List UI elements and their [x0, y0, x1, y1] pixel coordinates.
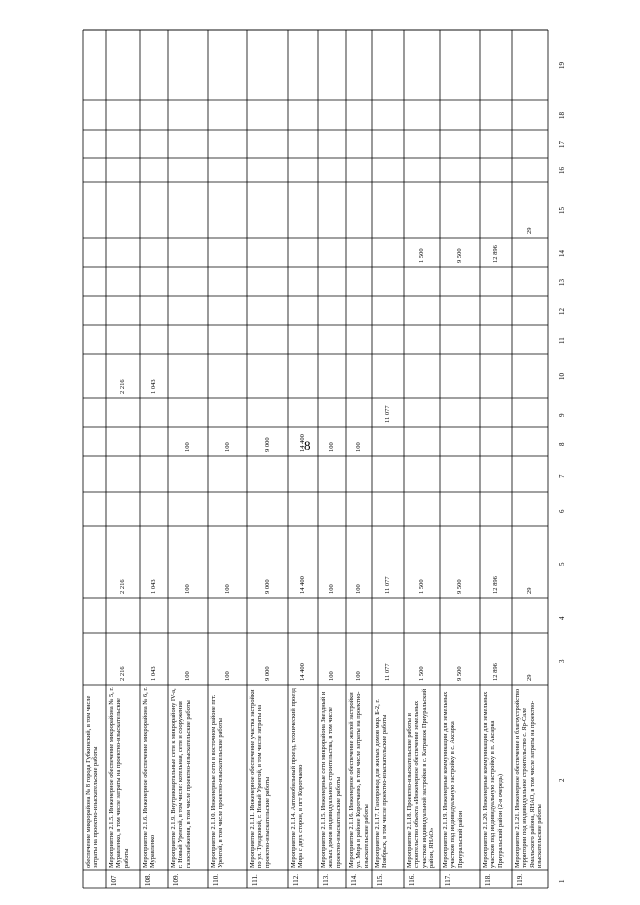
row-description: Мероприятие 2.1.21. Инженерное обеспечение и благоустройство территории под индивидуальное строительство с. Яр-Сале Ямальского района, ЯНАО, в том числе затраты на проектно-изыскательские работы	[514, 688, 544, 868]
column-header-6: 6	[558, 509, 566, 513]
cell-value: 2 216	[119, 666, 126, 681]
cell-value: 11 077	[384, 405, 391, 423]
cell-value: 14 400	[299, 434, 306, 452]
row-description: Мероприятие 2.1.15. Инженерные сети микрорайона Звездный и жилых домов индивидуального строительства, в том числе проектно-изыскательские работы	[320, 691, 342, 868]
cell-value: 100	[328, 584, 335, 594]
row-number: 108.	[144, 873, 152, 886]
cell-value: 100	[223, 584, 231, 594]
cell-value: 29	[526, 587, 533, 594]
page-number: 8	[304, 438, 311, 453]
column-header-2: 2	[558, 778, 566, 782]
column-header-17: 17	[558, 141, 566, 148]
row-number: 109.	[172, 873, 180, 886]
column-header-3: 3	[558, 659, 566, 663]
cell-value: 1 043	[150, 666, 157, 681]
column-header-7: 7	[558, 474, 566, 478]
cell-value: 100	[223, 442, 231, 452]
cell-value: 100	[328, 671, 335, 681]
column-header-1: 1	[558, 879, 566, 883]
cell-value: 1 500	[418, 579, 425, 594]
cell-value: 100	[223, 671, 231, 681]
row-number: 118.	[484, 874, 492, 886]
cell-value: 29	[526, 227, 533, 234]
row-description: Мероприятие 2.1.6. Инженерное обеспечение микрорайона № 6, г. Муравленко	[142, 687, 157, 868]
cell-value: 100	[355, 584, 362, 594]
cell-value: 9 500	[456, 579, 463, 594]
row-number: 113.	[322, 874, 330, 886]
cell-value: 1 043	[150, 579, 157, 594]
row-number: 115.	[376, 874, 384, 886]
cell-value: 14 400	[299, 663, 306, 681]
column-header-5: 5	[558, 562, 566, 566]
row-number: 117.	[444, 874, 452, 886]
column-header-15: 15	[558, 207, 566, 214]
row-number: 107	[110, 875, 118, 886]
column-header-12: 12	[558, 307, 566, 315]
cell-value: 14 400	[299, 576, 306, 594]
column-header-8: 8	[558, 442, 566, 446]
cell-value: 100	[328, 442, 335, 452]
cell-value: 100	[184, 584, 191, 594]
row-number: 111.	[251, 874, 259, 886]
row-number: 110.	[212, 874, 220, 886]
column-header-16: 16	[558, 167, 566, 174]
row-description: Мероприятие 2.1.10. Инженерные сети в восточном районе пгт. Уренгой, в том числе проектно-изыскательские работы	[210, 694, 225, 868]
cell-value: 12 896	[492, 576, 499, 594]
cell-value: 12 896	[492, 245, 499, 263]
cell-value: 1 043	[150, 379, 157, 394]
cell-value: 9 000	[263, 437, 271, 452]
cell-value: 2 216	[119, 379, 126, 394]
cell-value: 9 500	[456, 248, 463, 263]
row-description: Мероприятие 2.1.11. Инженерное обеспечение участка застройки по ул. Тундровой, г. Новый Уренгой, в том числе затраты на проектно-изыскательские работы	[249, 689, 271, 868]
row-description: Мероприятие 2.1.19. Инженерные коммуникации для земельных участков под индивидуальную застройку в с. Аксарка Приуральский район	[442, 691, 464, 868]
row-description: Мероприятие 2.1.14. Автомобильный проезд, технический проезд Мира с двух сторон, в пгт Коротчаево	[290, 688, 305, 868]
cell-value: 1 500	[418, 666, 425, 681]
cell-value: 29	[526, 674, 533, 681]
row-description: обеспечение микрорайона № 8 города Губкинский, в том числе затраты на проектно-изыскательские работы	[85, 695, 100, 868]
cell-value: 100	[355, 442, 362, 452]
column-header-14: 14	[558, 249, 566, 257]
row-description: Мероприятие 2.1.17. Газопровод для жилых домов мкр. Б-2, г. Ноябрьск, в том числе проектно-изыскательские работы	[374, 699, 389, 868]
cell-value: 11 077	[384, 576, 391, 594]
cell-value: 2 216	[119, 579, 126, 594]
cell-value: 1 500	[418, 248, 425, 263]
row-number: 119.	[516, 874, 524, 886]
cell-value: 100	[184, 671, 191, 681]
column-header-19: 19	[558, 62, 566, 69]
row-number: 114.	[350, 874, 358, 886]
column-header-9: 9	[558, 413, 566, 417]
row-description: Мероприятие 2.1.5. Инженерное обеспечение микрорайона № 5, г. Муравленко, в том числе затраты на проектно-изыскательские работы	[108, 687, 130, 868]
cell-value: 9 000	[263, 579, 271, 594]
cell-value: 12 896	[492, 663, 499, 681]
column-header-10: 10	[558, 373, 566, 380]
row-description: Мероприятие 2.1.20. Инженерные коммуникации для земельных участков под индивидуальную застройку в п. Аксарка Приуральский район (2-я очередь)	[482, 691, 504, 868]
cell-value: 9 500	[456, 666, 463, 681]
row-description: Мероприятие 2.1.16. Инженерное обеспечение жилой застройки ул. Мира в районе Коротчаево, в том числе затраты на проектно-изыскательские работы	[348, 691, 370, 868]
column-header-18: 18	[558, 112, 566, 119]
row-description: Мероприятие 2.1.18. Проектно-изыскательские работы и строительство объекта «Инженерное обеспечение земельных участков индивидуальной застройки в с. Катравож Приуральский район, ЯНАО»	[406, 688, 436, 868]
column-header-4: 4	[558, 616, 566, 620]
row-description: Мероприятие 2.1.9. Внутриквартальные сети к микрорайону IV-а, г. Новый Уренгой, в том числе: котельная, сети и сооружения газоснабжения, в том числе проектно-изыскательские работы	[170, 688, 192, 868]
row-number: 116.	[408, 874, 416, 886]
cell-value: 100	[355, 671, 362, 681]
row-number: 112.	[292, 874, 300, 886]
column-header-11: 11	[558, 336, 566, 344]
cell-value: 100	[184, 442, 191, 452]
cell-value: 11 077	[384, 663, 391, 681]
column-header-13: 13	[558, 278, 566, 286]
cell-value: 9 000	[263, 666, 271, 681]
